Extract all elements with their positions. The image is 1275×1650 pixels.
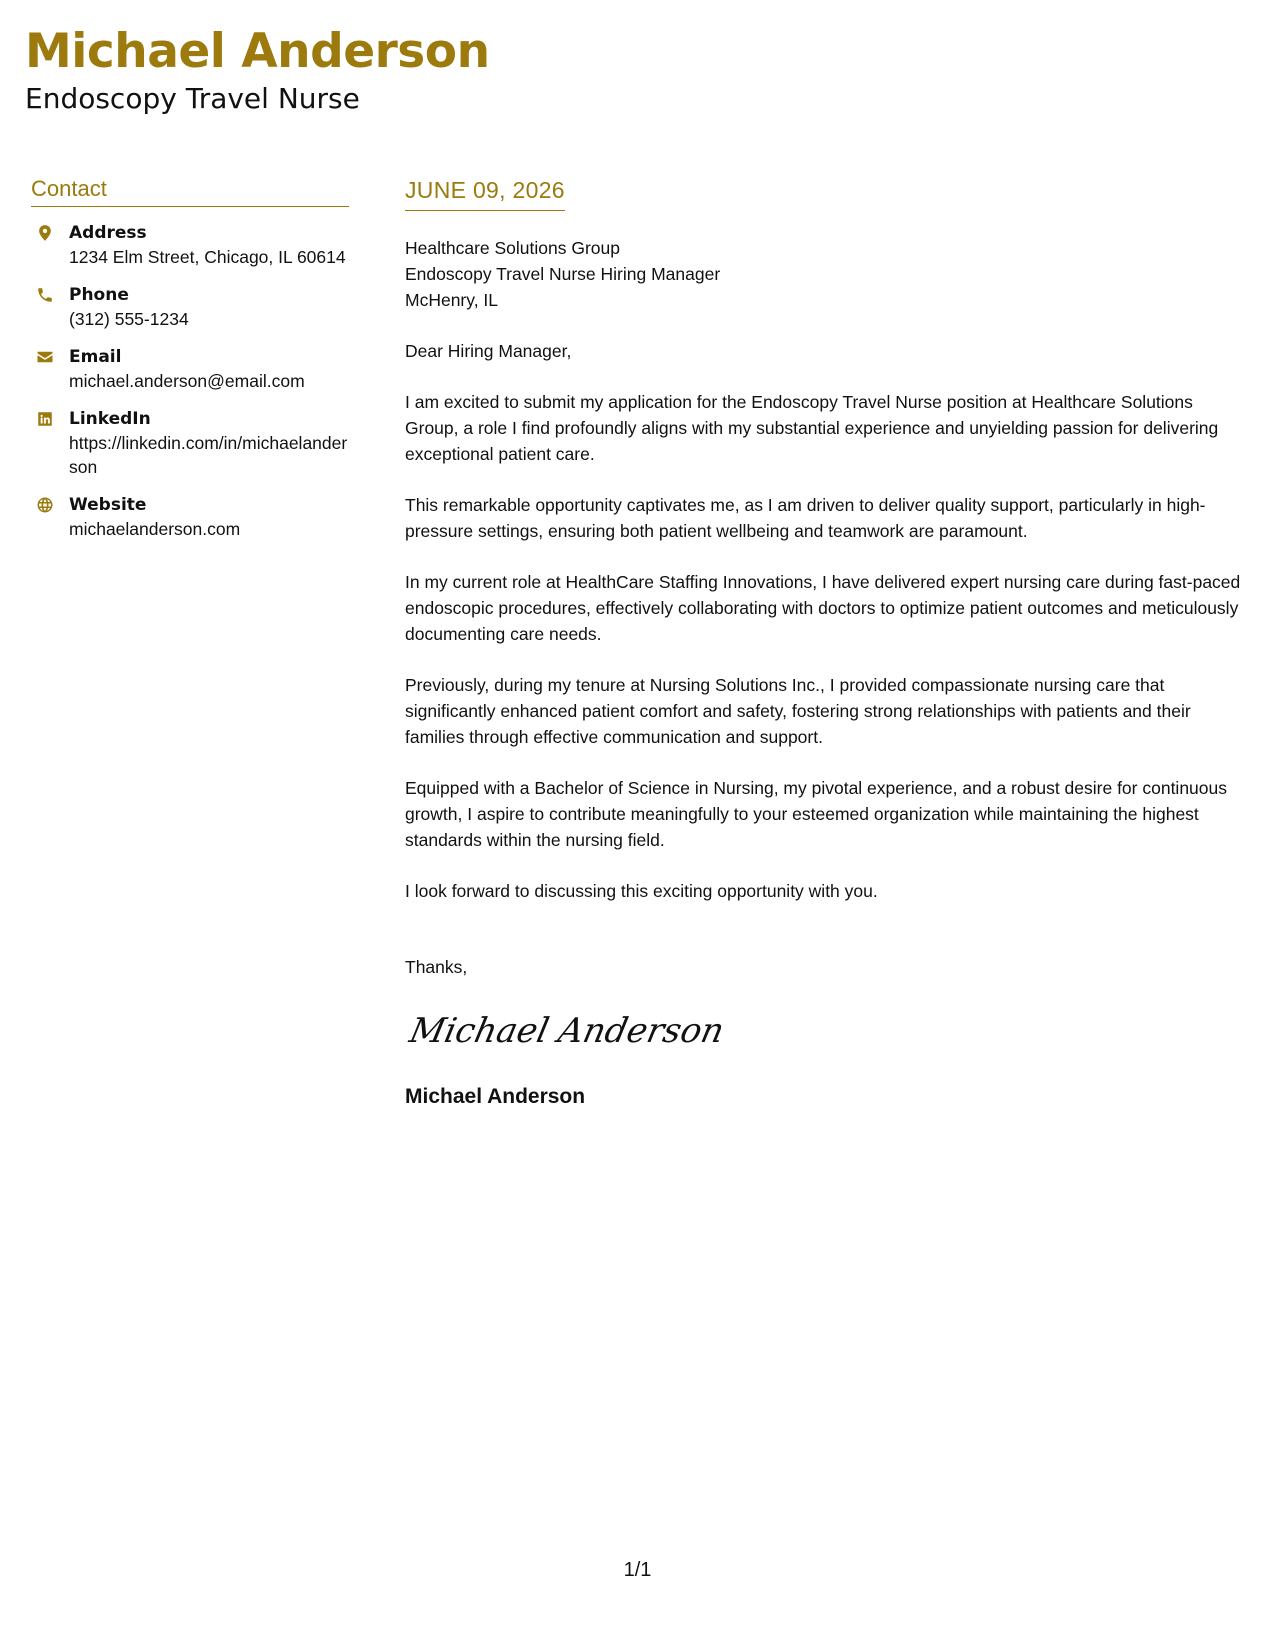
contact-label: Email: [69, 347, 122, 367]
contact-label: LinkedIn: [69, 409, 151, 429]
contact-website: [31, 493, 349, 541]
contact-sidebar: [31, 176, 349, 555]
page-number: 1/1: [623, 1559, 652, 1581]
email-link[interactable]: michael.anderson@email.com: [69, 371, 305, 391]
body-paragraph: I look forward to discussing this exciting opportunity with you.: [405, 881, 878, 901]
contact-heading: Contact: [31, 176, 349, 207]
body-paragraph: This remarkable opportunity captivates me, as I am driven to deliver quality support, particularly in high-pressure settings, ensuring both patient wellbeing and teamwork are paramount.: [405, 495, 1206, 541]
letter-date: JUNE 09, 2026: [405, 176, 565, 211]
salutation: Dear Hiring Manager,: [405, 341, 572, 361]
linkedin-link[interactable]: https://linkedin.com/in/michaelanderson: [69, 433, 348, 477]
contact-label: Website: [69, 495, 147, 515]
recipient-block: [405, 235, 1245, 313]
envelope-icon: [33, 345, 57, 369]
applicant-name: Michael Anderson: [25, 24, 490, 79]
map-pin-icon: [33, 221, 57, 245]
globe-icon: [33, 493, 57, 517]
body-paragraph: In my current role at HealthCare Staffing Innovations, I have delivered expert nursing care during fast-paced endoscopic procedures, effectively collaborating with doctors to optimize patient outcomes and meticulously documenting care needs.: [405, 572, 1241, 644]
contact-phone: [31, 283, 349, 331]
contact-email: [31, 345, 349, 393]
contact-label: Phone: [69, 285, 129, 305]
website-link[interactable]: michaelanderson.com: [69, 519, 241, 539]
body-paragraph: Equipped with a Bachelor of Science in Nursing, my pivotal experience, and a robust desire for continuous growth, I aspire to contribute meaningfully to your esteemed organization while maintaining the highest standards within the nursing field.: [405, 778, 1227, 850]
recipient-location: McHenry, IL: [405, 290, 499, 310]
contact-address: [31, 221, 349, 269]
linkedin-icon: [33, 407, 57, 431]
recipient-title: Endoscopy Travel Nurse Hiring Manager: [405, 264, 721, 284]
body-paragraph: Previously, during my tenure at Nursing Solutions Inc., I provided compassionate nursing care that significantly enhanced patient comfort and safety, fostering strong relationships with patients and their families through effective communication and support.: [405, 675, 1191, 747]
contact-value: 1234 Elm Street, Chicago, IL 60614: [69, 247, 346, 267]
job-title: Endoscopy Travel Nurse: [25, 82, 360, 115]
contact-label: Address: [69, 223, 147, 243]
signer-name: Michael Anderson: [405, 1085, 586, 1108]
letter-body: [405, 176, 1245, 1110]
contact-linkedin: [31, 407, 349, 479]
closing: Thanks,: [405, 957, 468, 977]
body-paragraph: I am excited to submit my application for the Endoscopy Travel Nurse position at Healthcare Solutions Group, a role I find profoundly aligns with my substantial experience and unyielding passion for delivering exceptional patient care.: [405, 392, 1219, 464]
contact-value: (312) 555-1234: [69, 309, 189, 329]
handwritten-signature: Michael Anderson: [406, 1011, 728, 1051]
recipient-company: Healthcare Solutions Group: [405, 238, 620, 258]
phone-icon: [33, 283, 57, 307]
letter-header: [25, 22, 490, 116]
